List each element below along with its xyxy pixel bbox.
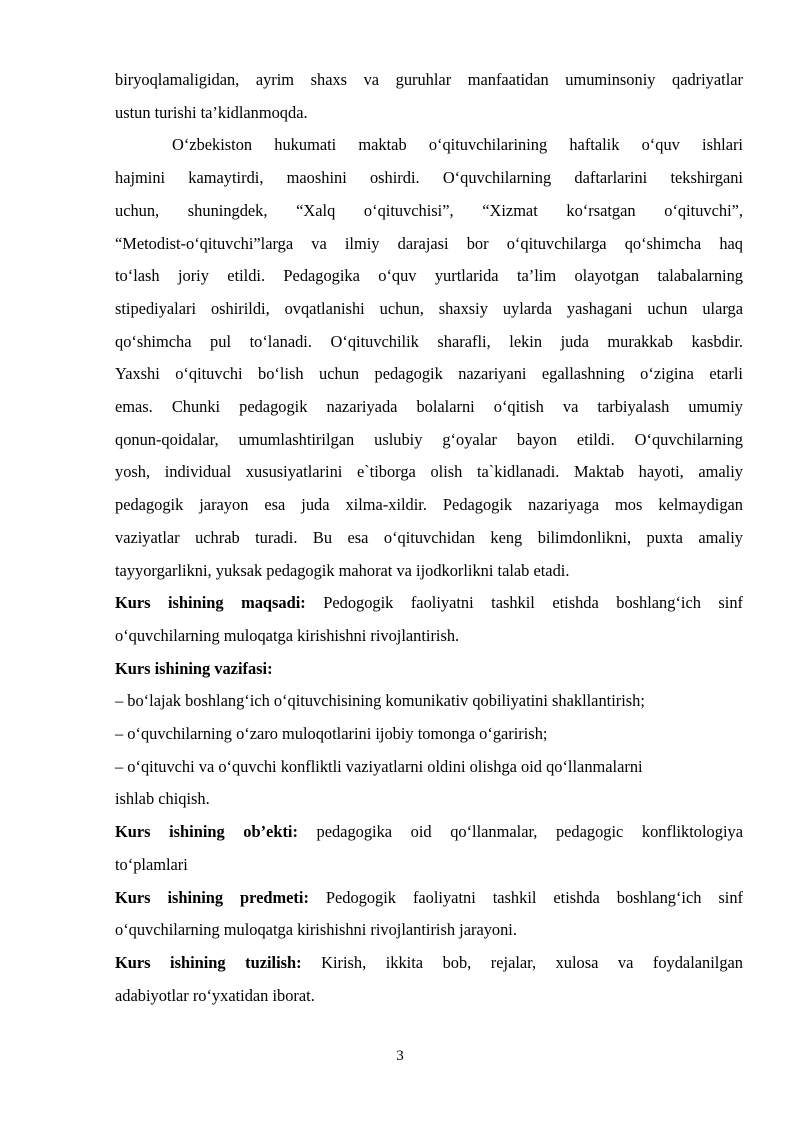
structure-text: Kirish, ikkita bob, rejalar, xulosa va foydalanilgan [321, 952, 744, 972]
task-item-cont: ishlab chiqish. [115, 789, 210, 809]
subject-label: Kurs ishining predmeti: [115, 887, 309, 907]
main-paragraph [115, 129, 743, 587]
object-section [115, 816, 743, 881]
subject-text: Pedogogik faoliyatni tashkil etishda boshlang‘ich sinf [325, 887, 743, 907]
tasks-section [115, 653, 743, 817]
goal-text: Pedogogik faoliyatni tashkil etishda boshlang‘ich sinf [323, 593, 743, 613]
goal-label: Kurs ishining maqsadi: [115, 593, 306, 613]
paragraph-line: uchun, shuningdek, “Xalq o‘qituvchisi”, “Xizmat ko‘rsatgan o‘qituvchi”, [115, 200, 743, 220]
task-item: – o‘qituvchi va o‘quvchi konfliktli vaziyatlarni oldini olishga oid qo‘llanmalarni [115, 756, 643, 776]
task-item: – bo‘lajak boshlang‘ich o‘qituvchisining komunikativ qobiliyatini shakllantirish; [115, 691, 645, 711]
document-body [115, 64, 743, 1012]
object-text-cont: to‘plamlari [115, 854, 188, 874]
goal-section [115, 587, 743, 652]
intro-line-1: biryoqlamaligidan, ayrim shaxs va guruhlar manfaatidan umuminsoniy qadriyatlar [115, 70, 743, 89]
paragraph-line: O‘zbekiston hukumati maktab o‘qituvchilarining haftalik o‘quv ishlari [172, 135, 743, 155]
paragraph-line: stipediyalari oshirildi, ovqatlanishi uchun, shaxsiy uylarda yashagani uchun ularga [115, 298, 743, 318]
subject-section [115, 882, 743, 947]
goal-text-cont: o‘quvchilarning muloqatga kirishishni rivojlantirish. [115, 625, 460, 645]
paragraph-line: emas. Chunki pedagogik nazariyada bolalarni o‘qitish va tarbiyalash umumiy [115, 397, 743, 417]
subject-text-cont: o‘quvchilarning muloqatga kirishishni rivojlantirish jarayoni. [115, 920, 517, 940]
structure-section [115, 947, 743, 1012]
object-text: pedagogika oid qo‘llanmalar, pedagogic konfliktologiya [316, 822, 743, 842]
structure-label: Kurs ishining tuzilish: [115, 952, 302, 972]
structure-text-cont: adabiyotlar ro‘yxatidan iborat. [115, 985, 315, 1005]
task-item: – o‘quvchilarning o‘zaro muloqotlarini ijobiy tomonga o‘garirish; [115, 724, 548, 744]
page-number: 3 [396, 1048, 404, 1064]
paragraph-line: to‘lash joriy etildi. Pedagogika o‘quv yurtlarida ta’lim olayotgan talabalarning [115, 266, 743, 286]
paragraph-line: yosh, individual xususiyatlarini e`tiborga olish ta`kidlanadi. Maktab hayoti, amaliy [115, 462, 743, 482]
paragraph-line: qo‘shimcha pul to‘lanadi. O‘qituvchilik sharafli, lekin juda murakkab kasbdir. [115, 331, 743, 351]
tasks-label: Kurs ishining vazifasi: [115, 658, 273, 678]
paragraph-line: tayyorgarlikni, yuksak pedagogik mahorat va ijodkorlikni talab etadi. [115, 560, 570, 580]
paragraph-line: pedagogik jarayon esa juda xilma-xildir. Pedagogik nazariyaga mos kelmaydigan [115, 495, 743, 515]
paragraph-line: “Metodist-o‘qituvchi”larga va ilmiy darajasi bor o‘qituvchilarga qo‘shimcha haq [115, 233, 743, 253]
paragraph-line: vaziyatlar uchrab turadi. Bu esa o‘qituvchidan keng bilimdonlikni, puxta amaliy [115, 527, 743, 547]
paragraph-line: hajmini kamaytirdi, maoshini oshirdi. O‘quvchilarning daftarlarini tekshirgani [115, 168, 743, 188]
paragraph-line: qonun-qoidalar, umumlashtirilgan uslubiy g‘oyalar bayon etildi. O‘quvchilarning [115, 429, 743, 449]
object-label: Kurs ishining ob’ekti: [115, 822, 298, 842]
paragraph-line: Yaxshi o‘qituvchi bo‘lish uchun pedagogik nazariyani egallashning o‘zigina etarli [115, 364, 743, 384]
intro-line-2: ustun turishi ta’kidlanmoqda. [115, 102, 308, 122]
